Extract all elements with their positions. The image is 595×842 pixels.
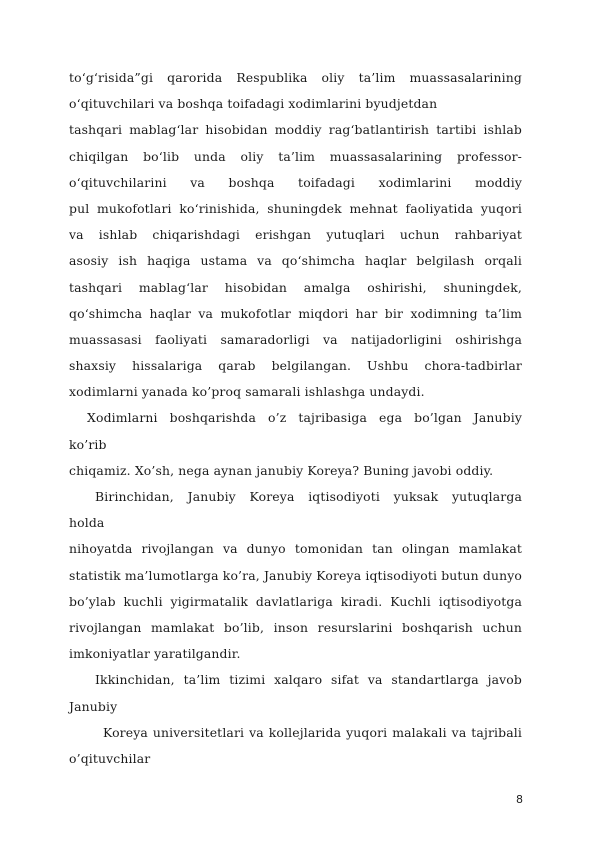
text-line: rivojlangan mamlakat bo’lib, inson resurslarini boshqarish uchun [69,619,522,635]
text-line: imkoniyatlar yaratilgandir. [69,646,241,662]
text-line: tashqari mablag‘lar hisobidan moddiy rag‘batlantirish tartibi ishlab [69,122,522,138]
text-line: o‘qituvchilarini va boshqa toifadagi xodimlarini moddiy [69,174,522,190]
text-line: chiqilgan bo‘lib unda oliy ta’lim muassasalarining professor- [69,148,522,164]
paragraph-first-line: Ikkinchidan, ta’lim tizimi xalqaro sifat va standartlarga javob [95,672,522,688]
text-line: nihoyatda rivojlangan va dunyo tomonidan tan olingan mamlakat [69,541,522,557]
text-line: holda [69,515,105,531]
text-line: muassasasi faoliyati samaradorligi va natijadorligini oshirishga [69,331,522,347]
text-line: va ishlab chiqarishdagi erishgan yutuqlari uchun rahbariyat [69,227,522,243]
text-line: o’qituvchilar [69,750,151,766]
text-line: Koreya universitetlari va kollejlarida yuqori malakali va tajribali [103,724,522,740]
text-line: to‘g‘risida”gi qarorida Respublika oliy ta’lim muassasalarining [69,70,522,85]
text-line: tashqari mablag‘lar hisobidan amalga oshirishi, shuningdek, [69,279,522,295]
text-line: bo’ylab kuchli yigirmatalik davlatlariga kiradi. Kuchli iqtisodiyotga [69,593,522,609]
text-line: xodimlarni yanada ko’proq samarali ishlashga undaydi. [69,384,425,400]
text-line: o‘qituvchilari va boshqa toifadagi xodimlarini byudjetdan [69,96,438,112]
text-line: pul mukofotlari ko‘rinishida, shuningdek mehnat faoliyatida yuqori [69,200,522,216]
text-line: chiqamiz. Xo’sh, nega aynan janubiy Koreya? Buning javobi oddiy. [69,462,494,478]
text-line: shaxsiy hissalariga qarab belgilangan. Ushbu chora-tadbirlar [69,358,522,374]
text-line: asosiy ish haqiga ustama va qo‘shimcha haqlar belgilash orqali [69,253,522,269]
page-number: 8 [516,793,523,806]
paragraph-first-line: Birinchidan, Janubiy Koreya iqtisodiyoti yuksak yutuqlarga [95,489,522,504]
text-line: qo‘shimcha haqlar va mukofotlar miqdori har bir xodimning ta’lim [69,305,522,321]
text-line: statistik ma’lumotlarga ko’ra, Janubiy Koreya iqtisodiyoti butun dunyo [69,567,522,583]
text-line: Janubiy [69,698,118,714]
text-line: ko’rib [69,436,107,452]
paragraph-first-line: Xodimlarni boshqarishda o’z tajribasiga ega bo’lgan Janubiy [87,410,522,426]
document-body [69,65,522,772]
